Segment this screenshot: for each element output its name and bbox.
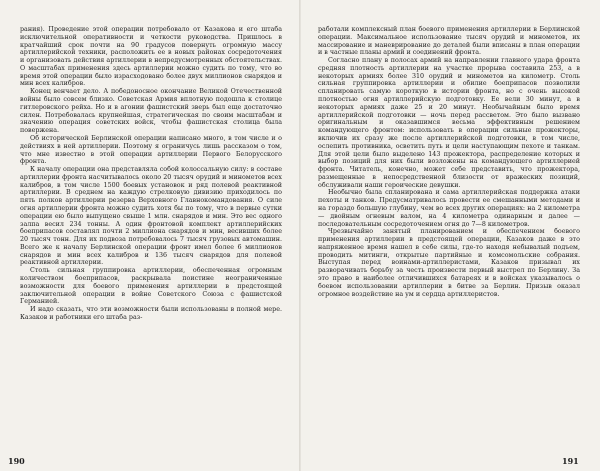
left-page [20,26,282,322]
book-gutter [299,0,301,471]
right-paragraph-2: Согласно плану в полосах армий на направлении главного удара фронта средняя плотность артиллерии на участке прорыва составила 253, а в некоторых армиях более 310 орудий и минометов на километр. Столь сильная группировка артиллерии и обилие боеприпасов позволили спланировать самую короткую в истории фронта, но с очень высокой плотностью огня артиллерийскую подготовку. Ее вели 30 минут, а в некоторых армиях даже 25 и 20 минут. Необычайным было время артиллерийской подготовки — ночь перед рассветом. Это было вызвано оригинальным и оказавшимся весьма эффективным решением командующего фронтом: использовать в операции сильные прожекторы, включив их сразу же после артиллерийской подготовки, в том числе, ослепить противника, осветить путь и цели наступающим пехоте и танкам. Для этой цели было выделено 143 прожектора, распределение которых и выбор позиций для них были возложены на командующего артиллерией фронта. Читатель, конечно, может себе представить, что прожектора, размещенные в непосредственной близости от вражеских позиций, обслуживали наши героические девушки. [318,57,580,189]
right-paragraph-3: Необычно была спланирована и сама артиллерийская поддержка атаки пехоты и танков. Предусматривалось провести ее смешанными методами и на гораздо большую глубину, чем во всех других операциях: на 2 километра — двойным огневым валом, на 4 километра одинарным и далее — последовательным сосредоточением огня до 7—8 километров. [318,189,580,228]
left-paragraph-6: И надо сказать, что эти возможности были использованы в полной мере. Казаков и работники его штаба раз- [20,306,282,321]
left-paragraph-5: Столь сильная группировка артиллерии, обеспеченная огромным количеством боеприпасов, раскрывала поистине неограниченные возможности для боевого применения артиллерии в предстоящей заключительной операции в войне Советского Союза с фашистской Германией. [20,267,282,306]
left-paragraph-1: рания). Проведение этой операции потребовало от Казакова и его штаба исключительной оперативности и четкости руководства. Пришлось в кратчайший срок почти на 90 градусов повернуть огромную массу артиллерийской техники, расположить ее в новых районах сосредоточения и организовать действия артиллерии в непредусмотренных обстоятельствах. О масштабах применения здесь артиллерии можно судить по тому, что во время этой операции было израсходовано более двух миллионов снарядов и мин всех калибров. [20,26,282,88]
left-page-number: 190 [8,456,25,466]
right-page [318,26,580,298]
right-paragraph-4: Чрезвычайно занятый планированием и обеспечением боевого применения артиллерии в предстоящей операции, Казаков даже в это напряженное время нашел в себе силы, где-то находя небывалый подъем, проводить митинги, открытые партийные и комсомольские собрания. Выступая перед воинами-артиллеристами, Казаков призывал их разворачивать борьбу за честь произвести первый выстрел по Берлину. За это право в наиболее отличившихся батареях и в войсках указывалось о боевом использовании артиллерии в битве за Берлин. Призыв оказал огромное воздействие на ум и сердца артиллеристов. [318,228,580,298]
left-paragraph-2: Конец венчает дело. А победоносное окончание Великой Отечественной войны было совсем близко. Советская Армия вплотную подошла к столице гитлеровского рейха. Но и в агонии фашистский зверь был еще достаточно силен. Потребовалась крупнейшая, стратегическая по своим масштабам и значению операция советских войск, чтобы фашистская столица была повержена. [20,88,282,135]
left-paragraph-3: Об исторической Берлинской операции написано много, в том числе и о действиях в ней артиллерии. Поэтому я ограничусь лишь рассказом о том, что мне известно в этой операции артиллерии Первого Белорусского фронта. [20,134,282,166]
right-page-number: 191 [562,456,579,466]
right-paragraph-1: работали комплексный план боевого применения артиллерии в Берлинской операции. Максимальное использование тысяч орудий и минометов, их массирование и маневрирование до деталей были вписаны в план операции и в частные планы армий и соединений фронта. [318,26,580,57]
left-paragraph-4: К началу операции она представляла собой колоссальную силу: в составе артиллерии фронта насчитывалось около 20 тысяч орудий и минометов всех калибров, в том числе 1500 боевых установок и ряд полевой реактивной артиллерии. В среднем на каждую стрелковую дивизию приходилось по пять полков артиллерии резерва Верховного Главнокомандования. О силе огня артиллерии фронта можно судить хотя бы по тому, что в первые сутки операции ею было выпущено свыше 1 млн. снарядов и мин. Это вес одного залпа весил 234 тонны. А один фронтовой комплект артиллерийских боеприпасов составлял почти 2 миллиона снарядов и мин, весивших более 20 тысяч тонн. Для их подвоза потребовалось 7 тысяч грузовых автомашин. Всего же к началу Берлинской операции фронт имел более 6 миллионов снарядов и мин всех калибров и 136 тысяч снарядов для полевой реактивной артиллерии. [20,166,282,267]
